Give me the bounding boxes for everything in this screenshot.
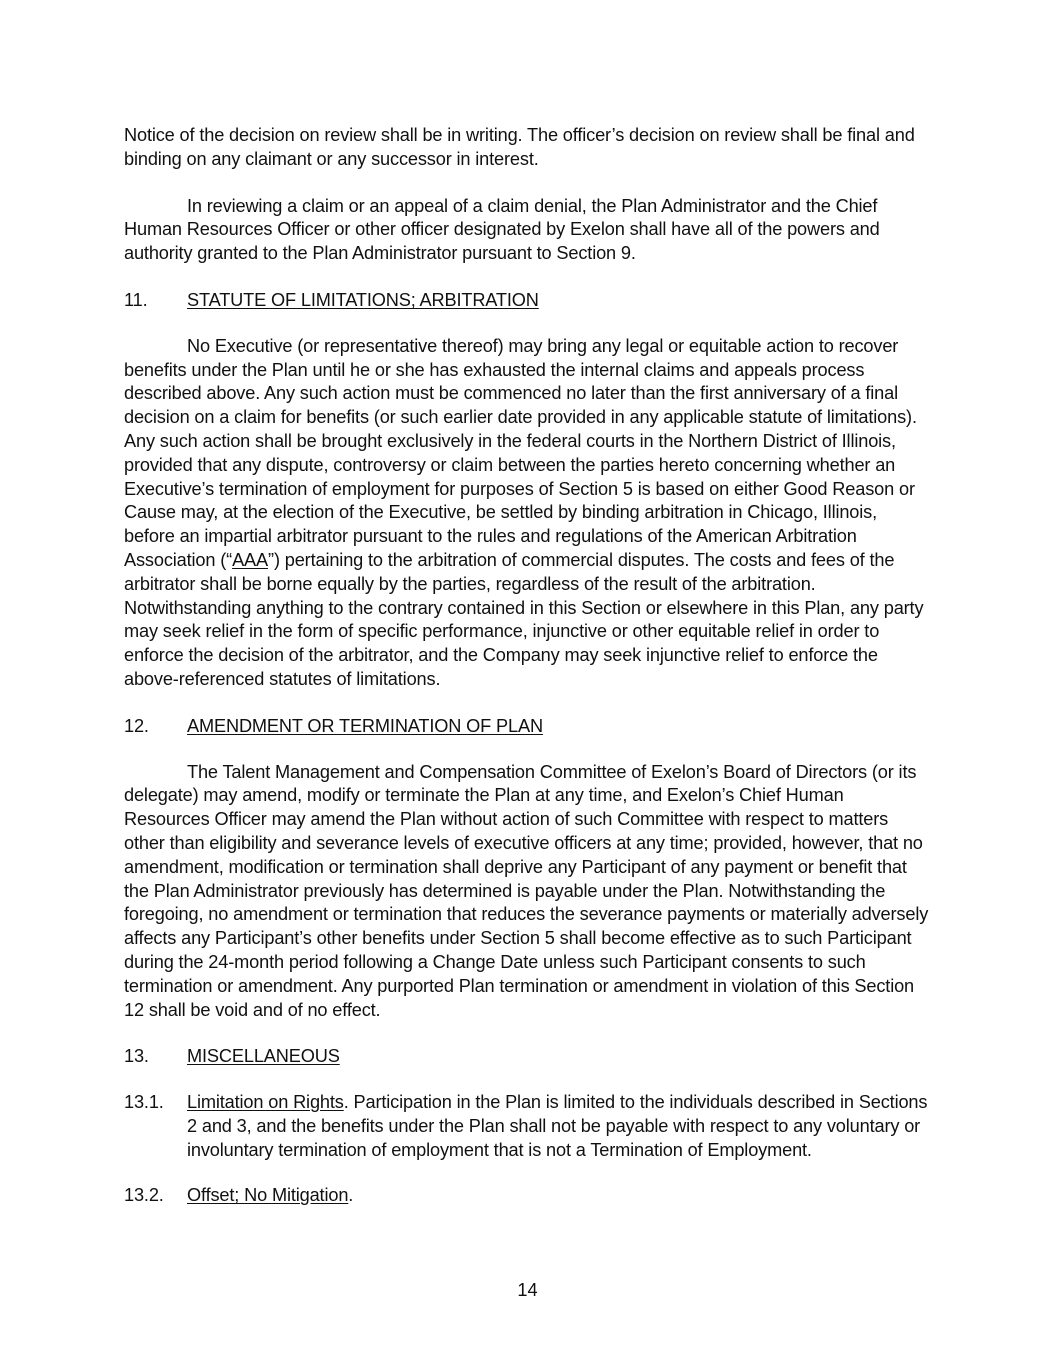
subsection-13-2-number: 13.2. [124, 1185, 164, 1206]
section-11-number: 11. [124, 289, 148, 310]
defined-term-aaa: AAA [232, 549, 269, 570]
subsection-13-1 [124, 1091, 932, 1162]
subsection-13-1-text: . Participation in the Plan is limited to the individuals described in Sections 2 and 3, and the benefits under the Plan shall not be payable with respect to any voluntary or involuntary termination of employment that is not a Termination of Employment. [187, 1092, 928, 1160]
section-12-title: AMENDMENT OR TERMINATION OF PLAN [187, 715, 543, 736]
intro-paragraph-2: In reviewing a claim or an appeal of a claim denial, the Plan Administrator and the Chief Human Resources Officer or other officer designated by Exelon shall have all of the powers and authority granted to the Plan Administrator pursuant to Section 9. [124, 195, 880, 264]
page-number: 14 [517, 1280, 538, 1300]
subsection-13-2-text: . [348, 1185, 354, 1206]
section-11-body [124, 335, 932, 692]
subsection-13-2 [124, 1184, 932, 1208]
subsection-13-1-body [187, 1091, 932, 1162]
section-11-body-text-2: ”) pertaining to the arbitration of commercial disputes. The costs and fees of the arbitrator shall be borne equally by the parties, regardless of the result of the arbitration. Notwithstanding anything to the contrary contained in this Section or elsewhere in this Plan, any party may seek relief in the form of specific performance, injunctive or other equitable relief in order to enforce the decision of the arbitrator, and the Company may seek injunctive relief to enforce the above-referenced statutes of limitations. [124, 549, 924, 689]
section-12-heading [124, 715, 932, 739]
section-13-heading [124, 1045, 932, 1069]
section-11-title: STATUTE OF LIMITATIONS; ARBITRATION [187, 289, 539, 310]
section-11-body-text-1: No Executive (or representative thereof) may bring any legal or equitable action to recover benefits under the Plan until he or she has exhausted the internal claims and appeals process described above. Any such action must be commenced no later than the first anniversary of a final decision on a claim for benefits (or such earlier date provided in any applicable statute of limitations). Any such action shall be brought exclusively in the federal courts in the Northern District of Illinois, provided that any dispute, controversy or claim between the parties hereto concerning whether an Executive’s termination of employment for purposes of Section 5 is based on either Good Reason or Cause may, at the election of the Executive, be settled by binding arbitration in Chicago, Illinois, before an impartial arbitrator pursuant to the rules and regulations of the American Arbitration Association (“ [124, 335, 917, 570]
section-11-heading [124, 289, 932, 313]
section-12-body: The Talent Management and Compensation Committee of Exelon’s Board of Directors (or its delegate) may amend, modify or terminate the Plan at any time, and Exelon’s Chief Human Resources Officer may amend the Plan without action of such Committee with respect to matters other than eligibility and severance levels of executive officers at any time; provided, however, that no amendment, modification or termination shall deprive any Participant of any payment or benefit that the Plan Administrator previously has determined is payable under the Plan. Notwithstanding the foregoing, no amendment or termination that reduces the severance payments or materially adversely affects any Participant’s other benefits under Section 5 shall become effective as to such Participant during the 24-month period following a Change Date unless such Participant consents to such termination or amendment. Any purported Plan termination or amendment in violation of this Section 12 shall be void and of no effect. [124, 761, 929, 1020]
section-13-title: MISCELLANEOUS [187, 1046, 340, 1067]
section-12-number: 12. [124, 715, 149, 736]
subsection-13-1-caption: Limitation on Rights [187, 1092, 344, 1113]
section-13-number: 13. [124, 1046, 149, 1067]
intro-paragraph-1: Notice of the decision on review shall be in writing. The officer’s decision on review shall be final and binding on any claimant or any successor in interest. [124, 125, 915, 169]
subsection-13-2-body [187, 1184, 932, 1208]
document-page [124, 124, 932, 1230]
subsection-13-1-number: 13.1. [124, 1092, 164, 1113]
subsection-13-2-caption: Offset; No Mitigation [187, 1185, 349, 1206]
